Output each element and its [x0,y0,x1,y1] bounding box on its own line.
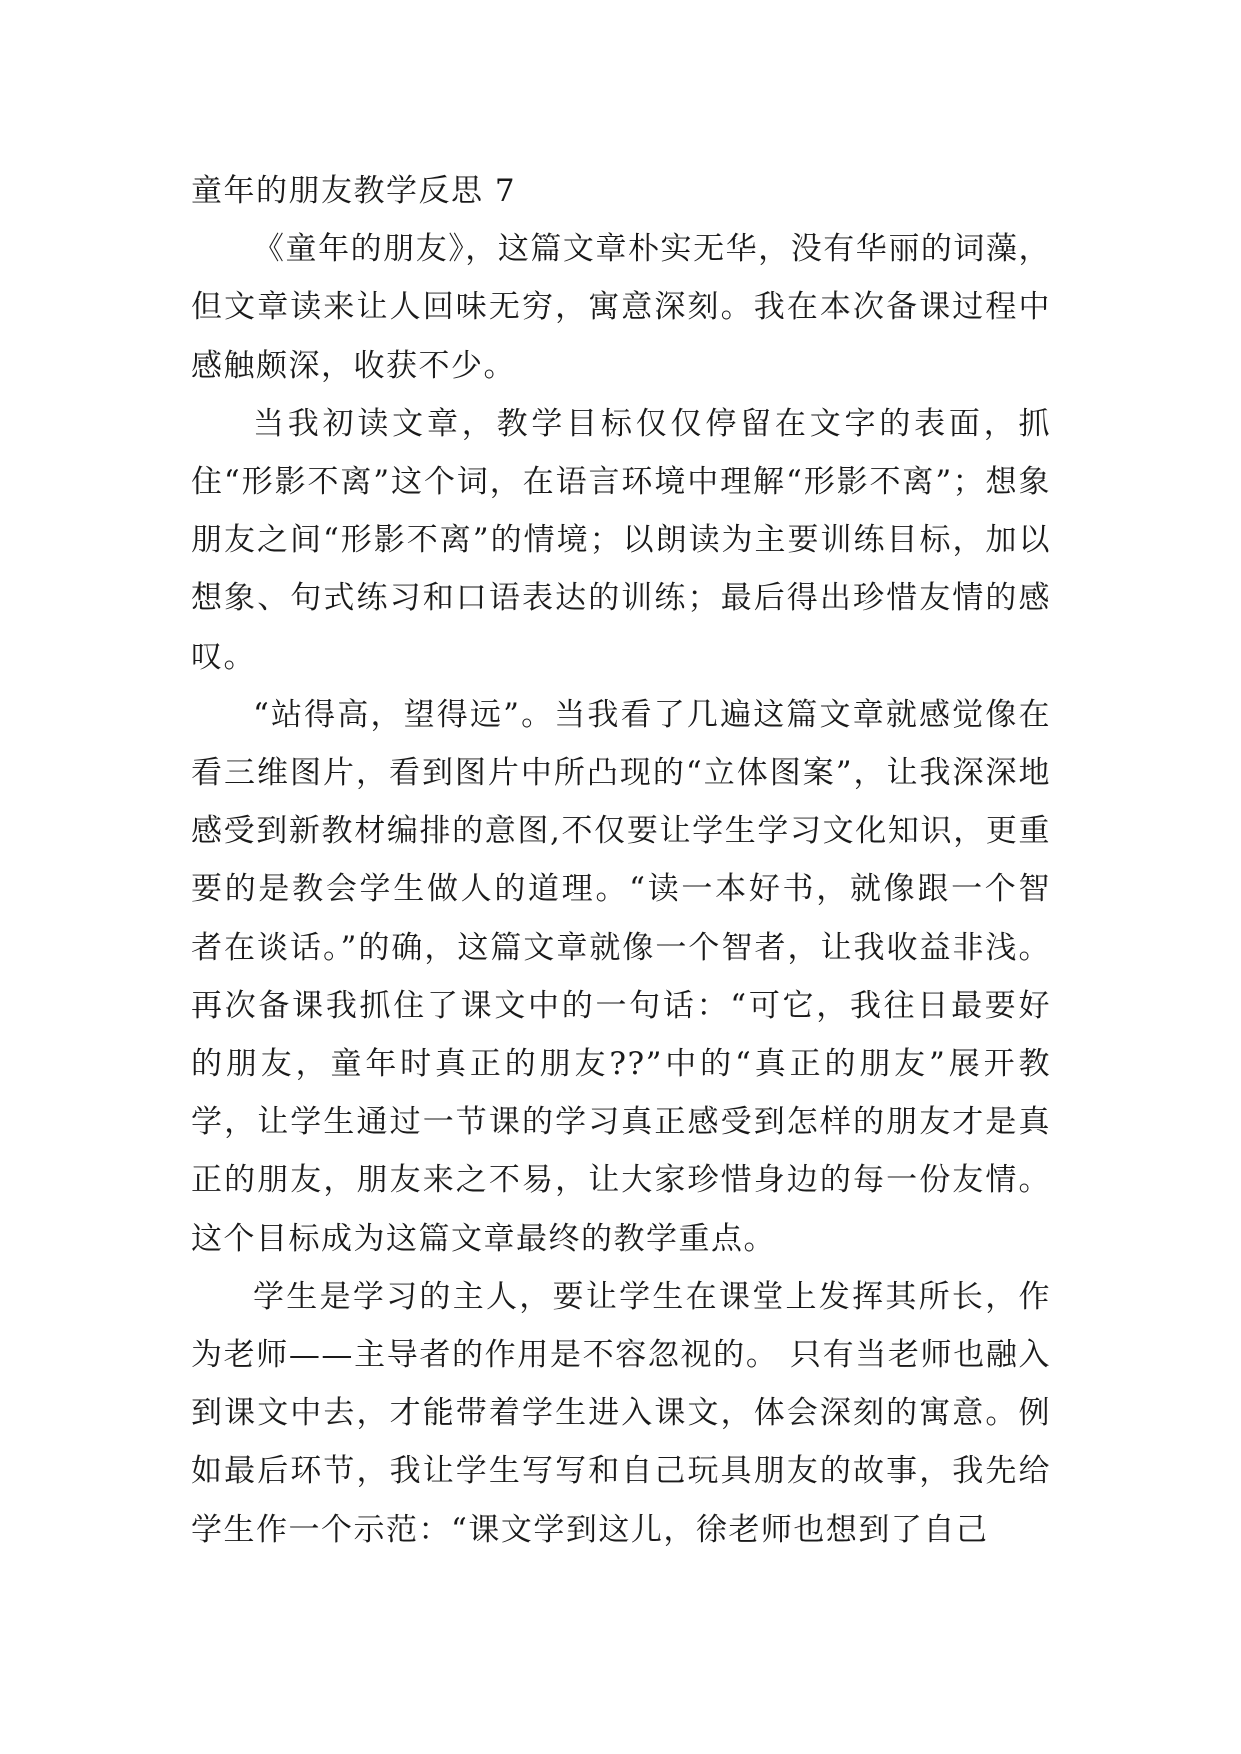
document-body [191,162,1051,1559]
paragraph-intro: 《童年的朋友》，这篇文章朴实无华，没有华丽的词藻，但文章读来让人回味无穷，寓意深刻。我在本次备课过程中感触颇深，收获不少。 [191,231,1051,384]
paragraph-deeper-understanding: “站得高，望得远”。当我看了几遍这篇文章就感觉像在看三维图片，看到图片中所凸现的“立体图案”，让我深深地感受到新教材编排的意图,不仅要让学生学习文化知识，更重要的是教会学生做人的道理。“读一本好书，就像跟一个智者在谈话。”的确，这篇文章就像一个智者，让我收益非浅。再次备课我抓住了课文中的一句话：“可它，我往日最要好的朋友，童年时真正的朋友??”中的“真正的朋友”展开教学，让学生通过一节课的学习真正感受到怎样的朋友才是真正的朋友，朋友来之不易，让大家珍惜身边的每一份友情。这个目标成为这篇文章最终的教学重点。 [191,696,1051,1257]
paragraph-teacher-role: 学生是学习的主人，要让学生在课堂上发挥其所长，作为老师——主导者的作用是不容忽视的。 只有当老师也融入到课文中去，才能带着学生进入课文，体会深刻的寓意。例如最后环节，我让学生写写和自己玩具朋友的故事，我先给学生作一个示范：“课文学到这儿，徐老师也想到了自己 [191,1278,1051,1548]
paragraph-initial-reading: 当我初读文章，教学目标仅仅停留在文字的表面，抓住“形影不离”这个词，在语言环境中理解“形影不离”；想象朋友之间“形影不离”的情境；以朗读为主要训练目标，加以想象、句式练习和口语表达的训练；最后得出珍惜友情的感叹。 [191,405,1051,675]
document-title: 童年的朋友教学反思 7 [191,173,517,209]
